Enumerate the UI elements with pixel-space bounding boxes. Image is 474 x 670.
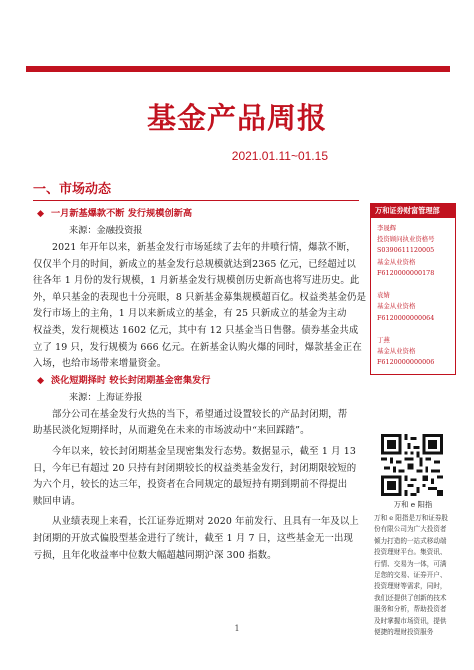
section-rule (33, 200, 359, 201)
sidebar-spacer (377, 324, 450, 335)
page-number: 1 (234, 624, 240, 633)
description-line: 足您的交易、证券开户、 (374, 571, 447, 580)
text-line: 从业绩表现上来看，长江证券近期对 2020 年前发行、且具有一年及以上 (52, 516, 359, 528)
article-body-2 (33, 407, 359, 564)
article-body-1 (33, 240, 367, 373)
text-line: 权益类，发行规模达 1602 亿元，其中有 12 只基金当日售罄。债券基金共成 (33, 324, 359, 336)
advisor-license: F6120000000064 (377, 313, 435, 322)
advisor-license: S0390611120005 (377, 246, 435, 255)
text-line: 往各年 1 月份的发行规模，1 月新基金发行规模创历史新高也将写进历史。此 (33, 275, 360, 287)
text-line: 入场，也给市场带来增量资金。 (33, 358, 167, 370)
description-line: 服务和分析，帮助投资者 (374, 605, 447, 614)
page-title: 基金产品周报 (146, 101, 327, 135)
advisor-qualification: 投资顾问执业资格号 (377, 235, 435, 244)
qr-code-icon[interactable] (381, 434, 443, 496)
advisor-qualification: 基金从业资格 (377, 347, 416, 356)
advisor-name: 袁婧 (377, 291, 390, 300)
description-line: 便捷的理财投资服务 (374, 628, 434, 637)
description-line: 及时掌握市场资讯，提供 (374, 616, 447, 625)
text-line: 部分公司在基金发行火热的当下，希望通过设置较长的产品封闭期，帮 (52, 408, 348, 420)
text-line: 外，单只基金的表现也十分亮眼，8 只新基金募集规模超百亿。权益类基金仍是 (33, 291, 367, 303)
description-line: 投资理财等需求，同时， (374, 582, 447, 591)
sidebar-spacer (377, 279, 450, 290)
advisor-license: F6120000000178 (377, 268, 435, 277)
header-rule (26, 66, 450, 72)
article-headline-1: ◆ 一月新基爆款不断 发行规模创新高 (37, 206, 359, 222)
sidebar-heading: 万和证券财富管理部 (371, 204, 455, 218)
advisor-qualification: 基金从业资格 (377, 302, 416, 311)
text-line: 助基民淡化短期择时，从而避免在未来的市场波动中“来回踩踏”。 (33, 425, 310, 437)
description-line: 万和 e 阳指是万和证券股 (374, 514, 449, 522)
qr-code-label: 万和 e 阳指 (393, 500, 433, 509)
app-description (374, 513, 460, 638)
text-line: 立了 19 只，发行规模为 666 亿元。在新基金认购火爆的同时，爆款基金正在 (33, 341, 362, 353)
advisor-name: 李晟辉 (377, 224, 397, 232)
article-headline-2: ◆ 淡化短期择时 较长封闭期基金密集发行 (37, 373, 359, 389)
article-source-2: 来源：上海证券报 (69, 391, 143, 403)
text-line: 发行市场上的主角，1 月以来新成立的基金，有 25 只新成立的基金为主动 (33, 308, 347, 320)
text-line: 赎回申请。 (33, 495, 81, 507)
article-source-1: 来源：金融投资报 (69, 225, 143, 236)
text-line: 亏损，且年化收益率中位数大幅超越同期沪深 300 指数。 (33, 549, 277, 561)
diamond-bullet-icon: ◆ (37, 208, 45, 219)
description-line: 份有限公司为广大投资者 (374, 525, 447, 534)
description-line: 投资理财平台。集资讯、 (374, 548, 447, 557)
text-line: 今年以来，较长封闭期基金呈现密集发行态势。数据显示，截至 1 月 13 (52, 445, 356, 457)
diamond-bullet-icon: ◆ (37, 374, 45, 386)
description-line: 我们还提供了创新的技术 (374, 593, 447, 602)
description-line: 行情、交易为一体，可满 (374, 559, 447, 568)
description-line: 倾力打造的一站式移动端 (374, 536, 447, 545)
text-line: 为六个月，较长的达三年，投资者在合同规定的最短持有期到期前不得提出 (33, 479, 348, 491)
sidebar-body (371, 218, 455, 369)
advisor-qualification: 基金从业资格 (377, 257, 416, 266)
text-line: 2021 年开年以来，新基金发行市场延续了去年的井喷行情，爆款不断， (52, 242, 356, 253)
advisor-license: F6120000000006 (377, 358, 435, 367)
date-range: 2021.01.11~01.15 (231, 149, 328, 163)
section-title: 一、市场动态 (33, 182, 112, 197)
main-content (33, 180, 367, 564)
text-line: 日，今年已有超过 20 只持有封闭期较长的权益类基金发行，封闭期限较短的 (33, 462, 357, 474)
text-line: 封闭期的开放式偏股型基金进行了统计，截至 1 月 7 日，这些基金无一出现 (33, 532, 354, 544)
text-line: 仅仅半个月的时间，新成立的基金发行总规模就达到2365 亿元，已经超过以 (33, 258, 356, 270)
advisor-name: 丁燕 (377, 336, 390, 345)
contact-sidebar (370, 203, 456, 375)
